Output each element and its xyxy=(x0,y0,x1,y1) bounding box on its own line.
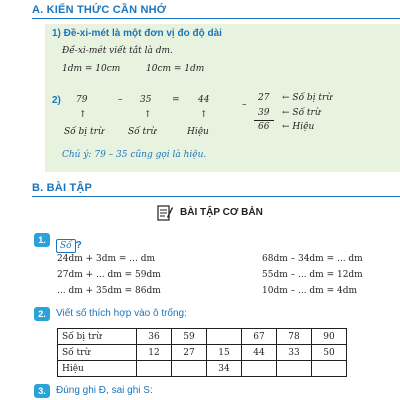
exercise-1-prompt-suffix: ? xyxy=(75,240,82,251)
eq-result: 44 xyxy=(198,95,210,105)
basic-exercises-title: BÀI TẬP CƠ BẢN xyxy=(180,207,263,218)
notebook-pencil-icon xyxy=(157,204,173,222)
cell: 12 xyxy=(137,345,172,361)
column-label-difference: ← Hiệu xyxy=(282,122,315,132)
cell: 36 xyxy=(137,329,172,345)
ex1-left-2: 27dm + ... dm = 59dm xyxy=(57,270,161,280)
exercise-1-prompt xyxy=(56,233,82,253)
label-subtrahend: Số trừ xyxy=(128,127,157,137)
arrow-up-icon: ↑ xyxy=(144,110,152,120)
column-minuend: 27 xyxy=(258,93,270,103)
table-row xyxy=(58,345,347,361)
ex1-right-1: 68dm – 34dm = ... dm xyxy=(262,254,363,264)
note xyxy=(62,150,206,160)
label-difference: Hiệu xyxy=(187,127,209,137)
cell: 27 xyxy=(172,345,207,361)
ex1-right-2: 55dm – ... dm = 12dm xyxy=(262,270,363,280)
blank-cell[interactable] xyxy=(207,329,242,345)
blank-cell[interactable] xyxy=(312,361,347,377)
row-label-subtrahend: Số trừ xyxy=(58,345,137,361)
so-box: Số xyxy=(56,239,76,253)
blank-cell[interactable] xyxy=(242,361,277,377)
section-a-title: A. KIẾN THỨC CẦN NHỚ xyxy=(32,4,167,16)
cell: 50 xyxy=(312,345,347,361)
row-label-minuend: Số bị trừ xyxy=(58,329,137,345)
column-label-subtrahend: ← Số trừ xyxy=(282,108,321,118)
exercise-1-badge: 1. xyxy=(34,233,50,247)
item1-equation-1: 1dm = 10cm xyxy=(62,64,121,74)
exercise-3-badge: 3. xyxy=(34,384,50,398)
blank-cell[interactable] xyxy=(137,361,172,377)
column-subtrahend: 39 xyxy=(258,108,270,118)
section-b-title: B. BÀI TẬP xyxy=(32,182,93,194)
blank-cell[interactable] xyxy=(172,361,207,377)
arrow-up-icon: ↑ xyxy=(200,110,208,120)
column-minus-sign: – xyxy=(242,100,247,110)
exercise-2-badge: 2. xyxy=(34,307,50,321)
cell: 15 xyxy=(207,345,242,361)
ex1-left-3: ... dm + 35dm = 86dm xyxy=(57,286,161,296)
cell: 67 xyxy=(242,329,277,345)
table-row xyxy=(58,329,347,345)
section-b-divider xyxy=(32,196,400,197)
arrow-up-icon: ↑ xyxy=(79,110,87,120)
ex1-left-1: 24dm + 3dm = ... dm xyxy=(57,254,156,264)
label-minuend: Số bị trừ xyxy=(64,127,104,137)
cell: 44 xyxy=(242,345,277,361)
cell: 90 xyxy=(312,329,347,345)
eq-equals-sign: = xyxy=(172,95,180,105)
table-row xyxy=(58,361,347,377)
eq-minuend: 79 xyxy=(76,95,88,105)
column-result-line xyxy=(254,120,274,121)
cell: 33 xyxy=(277,345,312,361)
section-a-divider xyxy=(32,18,400,19)
item1-title: 1) Đề-xi-mét là một đơn vị đo độ dài xyxy=(52,28,222,39)
row-label-difference: Hiệu xyxy=(58,361,137,377)
difference-table xyxy=(57,328,347,377)
cell: 59 xyxy=(172,329,207,345)
eq-subtrahend: 35 xyxy=(140,95,152,105)
item1-equation-2: 10cm = 1dm xyxy=(146,64,205,74)
note-text: 79 – 35 cũng gọi là hiệu. xyxy=(94,150,207,160)
column-difference: 66 xyxy=(258,122,270,132)
cell: 34 xyxy=(207,361,242,377)
cell: 78 xyxy=(277,329,312,345)
ex1-right-3: 10dm – ... dm = 4dm xyxy=(262,286,357,296)
column-label-minuend: ← Số bị trừ xyxy=(282,93,333,103)
exercise-3-prompt: Đúng ghi Đ, sai ghi S: xyxy=(56,385,153,396)
item2-label: 2) xyxy=(52,95,61,106)
note-label: Chú ý: xyxy=(62,150,92,160)
blank-cell[interactable] xyxy=(277,361,312,377)
eq-minus-sign: – xyxy=(118,95,123,105)
exercise-2-prompt: Viết số thích hợp vào ô trống: xyxy=(56,308,187,319)
item1-definition: Đề-xi-mét viết tắt là dm. xyxy=(62,46,173,56)
